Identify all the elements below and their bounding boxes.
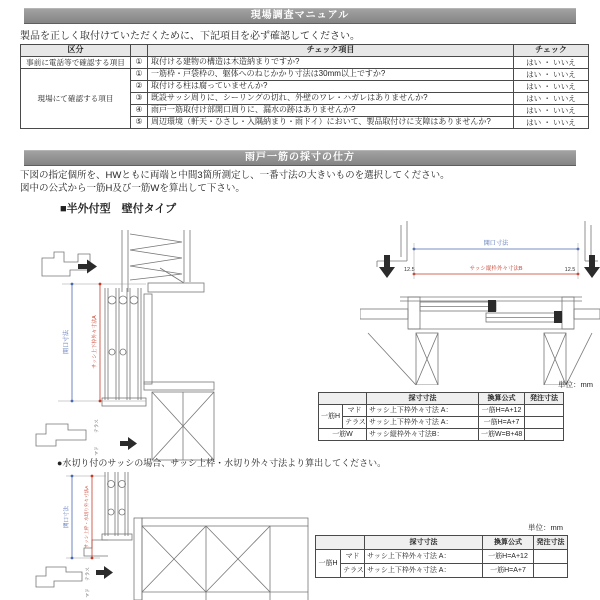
yes-no-cell: はい ・ いいえ bbox=[514, 117, 589, 129]
item-number: ① bbox=[131, 69, 148, 81]
mado-label: マド bbox=[94, 446, 99, 456]
category-cell: 事前に電話等で確認する項目 bbox=[21, 57, 131, 69]
table-row bbox=[21, 57, 589, 69]
unit-label: 単位：mm bbox=[528, 523, 563, 532]
order-cell bbox=[534, 564, 568, 578]
formula-cell: 一筋H=A+12 bbox=[483, 550, 534, 564]
table-row bbox=[316, 536, 568, 550]
arrow-right-icon bbox=[120, 437, 137, 450]
blank-header bbox=[319, 393, 367, 405]
wall-structure bbox=[134, 518, 308, 600]
section-header-survey-manual: 現場調査マニュアル bbox=[24, 8, 576, 24]
formula-cell: 一筋W=B+48 bbox=[479, 429, 525, 441]
sash-rails bbox=[102, 472, 132, 540]
formula-cell: 一筋H=A+12 bbox=[479, 405, 525, 417]
table-row bbox=[319, 429, 564, 441]
intro-text: 製品を正しく取付けていただくために、下記項目を必ず確認してください。 bbox=[20, 31, 360, 42]
terrace-label: テラス bbox=[94, 419, 99, 433]
dimension-opening-height bbox=[62, 283, 73, 403]
col-header-measure: 採寸寸法 bbox=[365, 536, 483, 550]
formula-cell: 一筋H=A+7 bbox=[479, 417, 525, 429]
check-item: 一筋枠・戸袋枠の、躯体へのねじかかり寸法は30mm以上ですか? bbox=[148, 69, 514, 81]
yes-no-cell: はい ・ いいえ bbox=[514, 93, 589, 105]
sill-profile bbox=[36, 424, 86, 446]
measure-cell: サッシ縦枠外々寸法B： bbox=[367, 429, 479, 441]
col-header-formula: 換算公式 bbox=[479, 393, 525, 405]
yes-no-cell: はい ・ いいえ bbox=[514, 69, 589, 81]
item-number: ③ bbox=[131, 93, 148, 105]
category-cell: 現場にて確認する項目 bbox=[21, 69, 131, 129]
vertical-section-diagram bbox=[28, 220, 240, 465]
item-number: ② bbox=[131, 81, 148, 93]
check-item: 取付ける建物の構造は木造納まりですか? bbox=[148, 57, 514, 69]
sash-plan bbox=[360, 297, 600, 329]
dimension-sash-outer-width bbox=[413, 264, 580, 275]
drip-edge-section-diagram bbox=[30, 472, 310, 600]
checklist-table bbox=[20, 44, 589, 129]
dim-label-sash-drip: サッシ上枠・水切り外々寸法A bbox=[84, 485, 89, 549]
formula-cell: 一筋H=A+7 bbox=[483, 564, 534, 578]
table-row bbox=[21, 69, 589, 81]
arrow-down-icon bbox=[584, 255, 600, 278]
item-number: ① bbox=[131, 57, 148, 69]
dimension-opening-width bbox=[413, 239, 580, 250]
order-cell bbox=[534, 550, 568, 564]
dim-label-opening: 開口寸法 bbox=[64, 505, 70, 529]
col-header-num bbox=[131, 45, 148, 57]
group-label: 一筋H bbox=[319, 405, 343, 429]
col-header-category: 区分 bbox=[21, 45, 131, 57]
order-cell bbox=[525, 417, 564, 429]
measure-cell: サッシ上下枠外々寸法 A： bbox=[365, 550, 483, 564]
check-item: 雨戸一筋取付け部開口周りに、漏水の跡はありませんか? bbox=[148, 105, 514, 117]
col-header-check: チェック bbox=[514, 45, 589, 57]
plan-section-diagram bbox=[360, 217, 600, 385]
dim-label-sash-outer: サッシ上下枠外々寸法A bbox=[92, 315, 98, 369]
dim-label-opening: 開口寸法 bbox=[483, 240, 509, 247]
check-item: 取付ける柱は腐っていませんか? bbox=[148, 81, 514, 93]
measure-instruction-line2: 図中の公式から一筋H及び一筋Wを算出して下さい。 bbox=[20, 183, 245, 194]
arrow-down-icon bbox=[379, 255, 395, 278]
subsection-title: ■半外付型 壁付タイプ bbox=[60, 203, 177, 215]
wall-structure bbox=[122, 230, 204, 292]
offset-right-label: 12.5 bbox=[564, 267, 576, 273]
measure-cell: サッシ上下枠外々寸法 A： bbox=[367, 417, 479, 429]
left-wall-profile bbox=[377, 221, 407, 267]
yes-no-cell: はい ・ いいえ bbox=[514, 57, 589, 69]
col-header-item: チェック項目 bbox=[148, 45, 514, 57]
yes-no-cell: はい ・ いいえ bbox=[514, 81, 589, 93]
sub-label: テラス bbox=[343, 417, 367, 429]
dimension-sash-outer-height bbox=[91, 283, 101, 403]
conversion-table-wall-type bbox=[318, 392, 564, 441]
table-row bbox=[319, 417, 564, 429]
group-label: 一筋W bbox=[319, 429, 367, 441]
item-number: ⑤ bbox=[131, 117, 148, 129]
framing-below bbox=[368, 333, 592, 385]
table-row bbox=[316, 564, 568, 578]
unit-label: 単位：mm bbox=[558, 380, 593, 389]
check-item: 既設サッシ周りに、シーリングの切れ、外壁のワレ・ハガレはありませんか? bbox=[148, 93, 514, 105]
dimension-sash-drip-outer bbox=[83, 475, 93, 560]
sash-rails bbox=[102, 288, 146, 406]
sub-label: テラス bbox=[341, 564, 365, 578]
lower-wall-structure bbox=[144, 294, 214, 460]
arrow-right-icon bbox=[96, 566, 113, 579]
col-header-order: 発注寸法 bbox=[534, 536, 568, 550]
table-row bbox=[319, 393, 564, 405]
table-row bbox=[316, 550, 568, 564]
item-number: ④ bbox=[131, 105, 148, 117]
col-header-measure: 採寸寸法 bbox=[367, 393, 479, 405]
mado-label: マド bbox=[85, 588, 90, 598]
order-cell bbox=[525, 405, 564, 417]
sub-label: マド bbox=[341, 550, 365, 564]
section-header-measuring-method: 雨戸一筋の採寸の仕方 bbox=[24, 150, 576, 166]
col-header-order: 発注寸法 bbox=[525, 393, 564, 405]
measure-instruction-line1: 下図の指定個所を、HWともに両端と中間3箇所測定し、一番寸法の大きいものを選択してください。 bbox=[20, 170, 450, 181]
measure-cell: サッシ上下枠外々寸法 A： bbox=[367, 405, 479, 417]
check-item: 周辺環境（軒天・ひさし・入隅納まり・雨ドイ）において、製品取付けに支障はありませんか? bbox=[148, 117, 514, 129]
blank-header bbox=[316, 536, 365, 550]
conversion-table-drip-type bbox=[315, 535, 568, 578]
terrace-label: テラス bbox=[85, 567, 90, 581]
dimension-opening-height bbox=[62, 475, 73, 560]
dim-label-opening: 開口寸法 bbox=[64, 329, 70, 355]
group-label: 一筋H bbox=[316, 550, 341, 578]
table-row bbox=[319, 405, 564, 417]
measure-cell: サッシ上下枠外々寸法 A： bbox=[365, 564, 483, 578]
sub-label: マド bbox=[343, 405, 367, 417]
table-row bbox=[21, 45, 589, 57]
sill-profile bbox=[36, 567, 82, 587]
arrow-right-icon bbox=[78, 260, 97, 274]
col-header-formula: 換算公式 bbox=[483, 536, 534, 550]
offset-left-label: 12.5 bbox=[404, 267, 415, 273]
yes-no-cell: はい ・ いいえ bbox=[514, 105, 589, 117]
drip-edge-note: ●水切り付のサッシの場合、サッシ上枠・水切り外々寸法より算出してください。 bbox=[57, 458, 387, 468]
order-cell bbox=[525, 429, 564, 441]
dim-label-sash-outer: サッシ縦枠外々寸法B bbox=[469, 266, 523, 272]
